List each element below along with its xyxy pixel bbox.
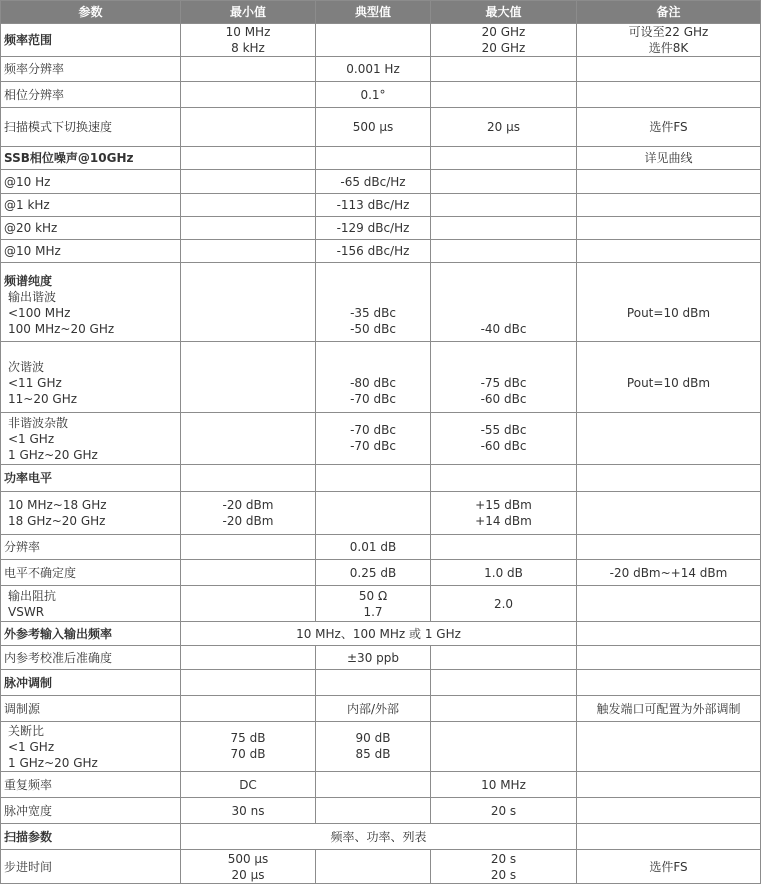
note-cell (577, 798, 761, 824)
value-cell: 频率、功率、列表 (181, 824, 577, 850)
table-row (1, 170, 761, 194)
param-cell: 外参考输入输出频率 (1, 622, 181, 646)
max-cell (431, 465, 577, 492)
note-cell: Pout=10 dBm (577, 263, 761, 342)
note-cell: 触发端口可配置为外部调制 (577, 696, 761, 722)
typ-cell: -70 dBc -70 dBc (316, 413, 431, 465)
param-cell: 功率电平 (1, 465, 181, 492)
param-cell: 输出阻抗 VSWR (1, 586, 181, 622)
note-cell (577, 722, 761, 772)
note-cell (577, 57, 761, 82)
typ-cell: ±30 ppb (316, 646, 431, 670)
min-cell (181, 240, 316, 263)
note-cell (577, 824, 761, 850)
note-cell: -20 dBm~+14 dBm (577, 560, 761, 586)
typ-cell (316, 798, 431, 824)
min-cell (181, 170, 316, 194)
header-note: 备注 (577, 1, 761, 24)
min-cell: DC (181, 772, 316, 798)
max-cell: -75 dBc -60 dBc (431, 342, 577, 413)
max-cell (431, 57, 577, 82)
param-cell: 内参考校准后准确度 (1, 646, 181, 670)
typ-cell (316, 147, 431, 170)
param-cell: 非谐波杂散 <1 GHz 1 GHz~20 GHz (1, 413, 181, 465)
max-cell (431, 696, 577, 722)
note-cell (577, 492, 761, 535)
note-cell (577, 194, 761, 217)
typ-cell (316, 24, 431, 57)
param-cell: 步进时间 (1, 850, 181, 884)
max-cell (431, 194, 577, 217)
note-cell: 选件FS (577, 108, 761, 147)
min-cell: 75 dB 70 dB (181, 722, 316, 772)
max-cell: 2.0 (431, 586, 577, 622)
param-cell: 10 MHz~18 GHz 18 GHz~20 GHz (1, 492, 181, 535)
typ-cell: 500 μs (316, 108, 431, 147)
table-row (1, 108, 761, 147)
table-row (1, 263, 761, 342)
table-row (1, 465, 761, 492)
table-row (1, 194, 761, 217)
typ-cell (316, 465, 431, 492)
max-cell (431, 722, 577, 772)
param-cell: 脉冲宽度 (1, 798, 181, 824)
note-cell (577, 772, 761, 798)
typ-cell: 内部/外部 (316, 696, 431, 722)
table-row (1, 722, 761, 772)
min-cell (181, 82, 316, 108)
table-row (1, 850, 761, 884)
param-cell: SSB相位噪声@10GHz (1, 147, 181, 170)
min-cell (181, 263, 316, 342)
header-row (1, 1, 761, 24)
min-cell (181, 696, 316, 722)
typ-cell (316, 670, 431, 696)
note-cell (577, 240, 761, 263)
note-cell: 详见曲线 (577, 147, 761, 170)
table-row (1, 82, 761, 108)
max-cell (431, 170, 577, 194)
max-cell: -40 dBc (431, 263, 577, 342)
param-cell: 频率范围 (1, 24, 181, 57)
table-row (1, 492, 761, 535)
note-cell (577, 646, 761, 670)
note-cell (577, 586, 761, 622)
typ-cell: -156 dBc/Hz (316, 240, 431, 263)
note-cell: 选件FS (577, 850, 761, 884)
typ-cell: -80 dBc -70 dBc (316, 342, 431, 413)
max-cell: 1.0 dB (431, 560, 577, 586)
header-min: 最小值 (181, 1, 316, 24)
param-cell: @10 Hz (1, 170, 181, 194)
min-cell (181, 586, 316, 622)
table-row (1, 670, 761, 696)
min-cell: 500 μs 20 μs (181, 850, 316, 884)
typ-cell: 0.1° (316, 82, 431, 108)
max-cell (431, 535, 577, 560)
value-cell: 10 MHz、100 MHz 或 1 GHz (181, 622, 577, 646)
max-cell (431, 240, 577, 263)
param-cell: 扫描模式下切换速度 (1, 108, 181, 147)
param-cell: 电平不确定度 (1, 560, 181, 586)
typ-cell (316, 772, 431, 798)
max-cell: 20 μs (431, 108, 577, 147)
note-cell (577, 670, 761, 696)
max-cell (431, 217, 577, 240)
max-cell (431, 646, 577, 670)
param-cell: 脉冲调制 (1, 670, 181, 696)
note-cell (577, 535, 761, 560)
note-cell (577, 217, 761, 240)
param-cell: 关断比 <1 GHz 1 GHz~20 GHz (1, 722, 181, 772)
max-cell (431, 147, 577, 170)
min-cell (181, 194, 316, 217)
param-cell: 重复频率 (1, 772, 181, 798)
param-cell: @1 kHz (1, 194, 181, 217)
table-row (1, 413, 761, 465)
table-row (1, 622, 761, 646)
min-cell (181, 147, 316, 170)
typ-cell: -129 dBc/Hz (316, 217, 431, 240)
note-cell: Pout=10 dBm (577, 342, 761, 413)
typ-cell: 0.01 dB (316, 535, 431, 560)
header-typ: 典型值 (316, 1, 431, 24)
min-cell: 30 ns (181, 798, 316, 824)
param-cell: @10 MHz (1, 240, 181, 263)
min-cell (181, 646, 316, 670)
typ-cell: 0.25 dB (316, 560, 431, 586)
table-row (1, 696, 761, 722)
note-cell (577, 622, 761, 646)
note-cell (577, 82, 761, 108)
min-cell: -20 dBm -20 dBm (181, 492, 316, 535)
table-row (1, 772, 761, 798)
table-row (1, 798, 761, 824)
note-cell (577, 413, 761, 465)
max-cell (431, 670, 577, 696)
param-cell: 频率分辨率 (1, 57, 181, 82)
min-cell (181, 670, 316, 696)
param-cell: 调制源 (1, 696, 181, 722)
typ-cell: -35 dBc -50 dBc (316, 263, 431, 342)
table-row (1, 535, 761, 560)
min-cell: 10 MHz 8 kHz (181, 24, 316, 57)
table-row (1, 646, 761, 670)
typ-cell: 90 dB 85 dB (316, 722, 431, 772)
typ-cell: 0.001 Hz (316, 57, 431, 82)
min-cell (181, 465, 316, 492)
min-cell (181, 217, 316, 240)
typ-cell: 50 Ω 1.7 (316, 586, 431, 622)
max-cell (431, 82, 577, 108)
header-max: 最大值 (431, 1, 577, 24)
max-cell: 10 MHz (431, 772, 577, 798)
param-cell: 相位分辨率 (1, 82, 181, 108)
max-cell: -55 dBc -60 dBc (431, 413, 577, 465)
min-cell (181, 342, 316, 413)
min-cell (181, 560, 316, 586)
note-cell: 可设至22 GHz 选件8K (577, 24, 761, 57)
max-cell: 20 s (431, 798, 577, 824)
param-cell: 分辨率 (1, 535, 181, 560)
table-row (1, 147, 761, 170)
note-cell (577, 170, 761, 194)
table-row (1, 560, 761, 586)
typ-cell (316, 492, 431, 535)
typ-cell (316, 850, 431, 884)
min-cell (181, 108, 316, 147)
table-row (1, 586, 761, 622)
max-cell: 20 s 20 s (431, 850, 577, 884)
max-cell: +15 dBm +14 dBm (431, 492, 577, 535)
typ-cell: -65 dBc/Hz (316, 170, 431, 194)
min-cell (181, 413, 316, 465)
param-cell: 频谱纯度 输出谐波 <100 MHz 100 MHz~20 GHz (1, 263, 181, 342)
note-cell (577, 465, 761, 492)
param-cell: @20 kHz (1, 217, 181, 240)
param-cell: 扫描参数 (1, 824, 181, 850)
header-param: 参数 (1, 1, 181, 24)
table-row (1, 57, 761, 82)
table-row (1, 24, 761, 57)
min-cell (181, 57, 316, 82)
min-cell (181, 535, 316, 560)
table-row (1, 217, 761, 240)
table-row (1, 342, 761, 413)
table-row (1, 240, 761, 263)
typ-cell: -113 dBc/Hz (316, 194, 431, 217)
table-row (1, 824, 761, 850)
param-cell: 次谐波 <11 GHz 11~20 GHz (1, 342, 181, 413)
max-cell: 20 GHz 20 GHz (431, 24, 577, 57)
